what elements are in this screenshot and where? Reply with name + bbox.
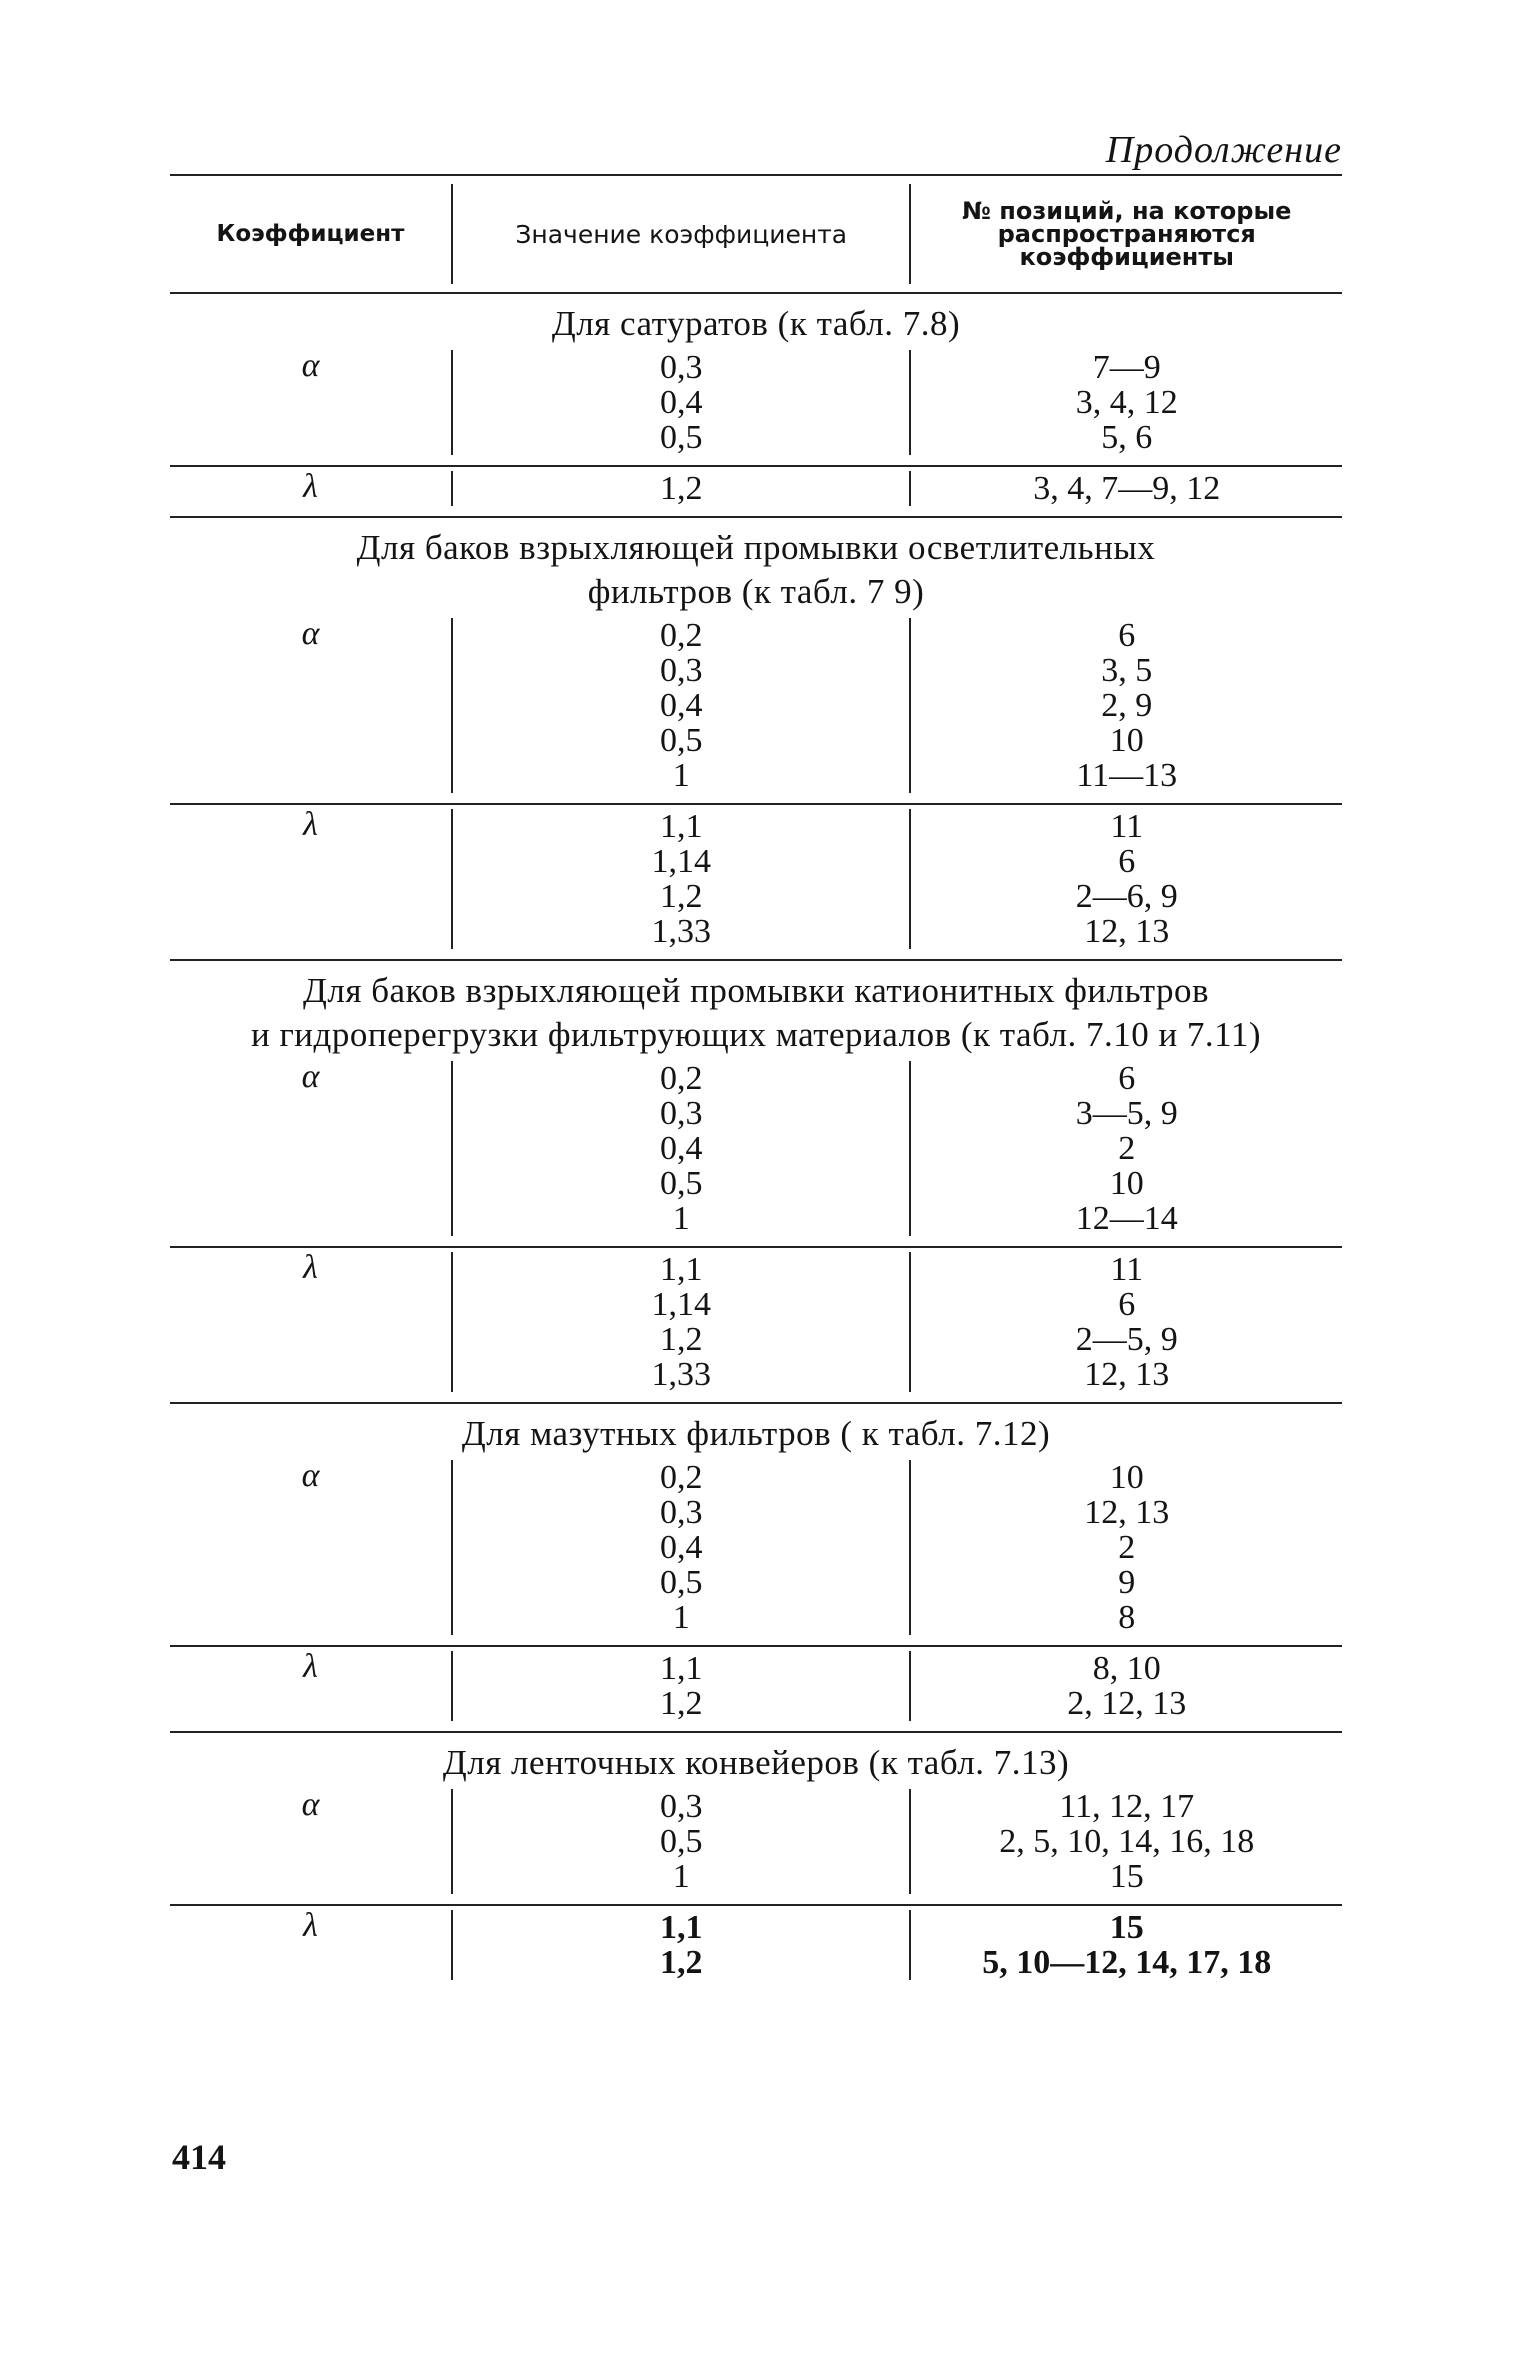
table-row [170,1057,1342,1248]
position-range: 11 [1110,1251,1144,1288]
coefficient-value: 0,2 [660,1060,703,1097]
coefficient-value: 1,2 [660,470,703,507]
coefficient-value: 1 [672,1858,690,1895]
table-row [170,1248,1342,1404]
table-header [170,174,1342,294]
position-range: 3, 4, 12 [1075,384,1178,421]
positions-cell [911,618,1342,793]
value-cell [451,809,911,949]
position-range: 2 [1118,1130,1136,1167]
position-range: 8, 10 [1092,1650,1161,1687]
coefficient-symbol: α [301,1058,320,1095]
position-range: 2, 12, 13 [1067,1685,1187,1722]
table-row [170,1906,1342,1990]
value-cell [451,1910,911,1980]
coefficient-value: 1 [672,757,690,794]
coefficient-value: 0,5 [660,1165,703,1202]
continued-label: Продолжение [1105,129,1342,171]
coefficient-value: 0,5 [660,1564,703,1601]
position-range: 6 [1118,1286,1136,1323]
coefficient-value: 1,14 [651,1286,711,1323]
position-range: 3, 4, 7—9, 12 [1033,470,1221,507]
coefficient-value: 0,4 [660,1529,703,1566]
coefficient-value: 0,2 [660,1459,703,1496]
coefficient-symbol: α [301,1786,320,1823]
page-number: 414 [172,2137,226,2177]
coefficient-value: 1,1 [660,1251,703,1288]
table-row [170,1456,1342,1647]
table-row [170,467,1342,518]
position-range: 10 [1109,1165,1144,1202]
position-range: 2—5, 9 [1075,1321,1178,1358]
coefficient-value: 0,3 [660,1095,703,1132]
coefficient-value: 0,2 [660,617,703,654]
table-row [170,614,1342,805]
coefficient-symbol: λ [303,1648,318,1685]
value-cell [451,471,911,506]
position-range: 11, 12, 17 [1059,1788,1195,1825]
coefficient-value: 1,2 [660,878,703,915]
coefficient-symbol: λ [303,1907,318,1944]
value-cell [451,1789,911,1894]
position-range: 2, 9 [1101,687,1153,724]
coefficient-symbol: α [301,615,320,652]
coefficient-value: 0,3 [660,1494,703,1531]
position-range: 12, 13 [1084,913,1170,950]
header-value: Значение коэффициента [451,184,911,284]
coefficient-value: 1,33 [651,913,711,950]
positions-cell [911,1651,1342,1721]
section-title: Для сатуратов (к табл. 7.8) [551,304,961,343]
position-range: 8 [1118,1599,1136,1636]
section-title: Для ленточных конвейеров (к табл. 7.13) [442,1743,1070,1782]
table-body [170,294,1342,1990]
coefficient-value: 0,5 [660,419,703,456]
positions-cell [911,471,1342,506]
header-positions: № позиций, на которые распространяются коэффициенты [962,196,1292,271]
value-cell [451,1252,911,1392]
coefficient-value: 1 [672,1599,690,1636]
position-range: 5, 10—12, 14, 17, 18 [982,1944,1272,1981]
position-range: 10 [1109,722,1144,759]
positions-cell [911,1789,1342,1894]
position-range: 7—9 [1092,349,1161,386]
position-range: 15 [1109,1858,1144,1895]
coefficient-value: 0,3 [660,1788,703,1825]
coefficient-symbol: λ [303,1249,318,1286]
value-cell [451,1460,911,1635]
position-range: 3, 5 [1101,652,1153,689]
position-range: 3—5, 9 [1075,1095,1178,1132]
section-title: Для мазутных фильтров ( к табл. 7.12) [461,1414,1051,1453]
coefficient-value: 1,14 [651,843,711,880]
coefficient-value: 0,5 [660,1823,703,1860]
positions-cell [911,1460,1342,1635]
section-title: Для баков взрыхляющей промывки катионитных фильтров и гидроперегрузки фильтрующих материалов (к табл. 7.10 и 7.11) [250,971,1262,1054]
position-range: 11—13 [1076,757,1178,794]
positions-cell [911,809,1342,949]
position-range: 12, 13 [1084,1494,1170,1531]
position-range: 2 [1118,1529,1136,1566]
position-range: 15 [1109,1909,1144,1946]
coefficient-value: 0,3 [660,652,703,689]
coefficient-value: 1,1 [660,1909,703,1946]
position-range: 5, 6 [1101,419,1153,456]
coefficient-value: 0,4 [660,687,703,724]
value-cell [451,618,911,793]
value-cell [451,1061,911,1236]
position-range: 10 [1109,1459,1144,1496]
positions-cell [911,1910,1342,1980]
value-cell [451,350,911,455]
table-row [170,346,1342,467]
coefficient-value: 1 [672,1200,690,1237]
coefficient-symbol: α [301,347,320,384]
table-row [170,805,1342,961]
coefficient-value: 0,4 [660,1130,703,1167]
positions-cell [911,350,1342,455]
position-range: 2—6, 9 [1075,878,1178,915]
position-range: 12, 13 [1084,1356,1170,1393]
coefficient-value: 1,1 [660,808,703,845]
coefficient-value: 1,2 [660,1685,703,1722]
table-row [170,1647,1342,1733]
position-range: 6 [1118,1060,1136,1097]
coefficient-value: 1,2 [660,1321,703,1358]
coefficient-value: 0,3 [660,349,703,386]
coefficient-table [170,174,1342,1990]
position-range: 11 [1110,808,1144,845]
coefficient-symbol: α [301,1457,320,1494]
value-cell [451,1651,911,1721]
positions-cell [911,1061,1342,1236]
header-coefficient: Коэффициент [216,221,405,247]
positions-cell [911,1252,1342,1392]
position-range: 6 [1118,617,1136,654]
coefficient-symbol: λ [303,806,318,843]
coefficient-value: 1,1 [660,1650,703,1687]
coefficient-value: 0,4 [660,384,703,421]
coefficient-symbol: λ [303,468,318,505]
coefficient-value: 1,2 [660,1944,703,1981]
coefficient-value: 0,5 [660,722,703,759]
coefficient-value: 1,33 [651,1356,711,1393]
position-range: 2, 5, 10, 14, 16, 18 [999,1823,1255,1860]
section-title: Для баков взрыхляющей промывки осветлительных фильтров (к табл. 7 9) [356,528,1156,611]
position-range: 9 [1118,1564,1136,1601]
position-range: 12—14 [1075,1200,1178,1237]
table-row [170,1785,1342,1906]
position-range: 6 [1118,843,1136,880]
